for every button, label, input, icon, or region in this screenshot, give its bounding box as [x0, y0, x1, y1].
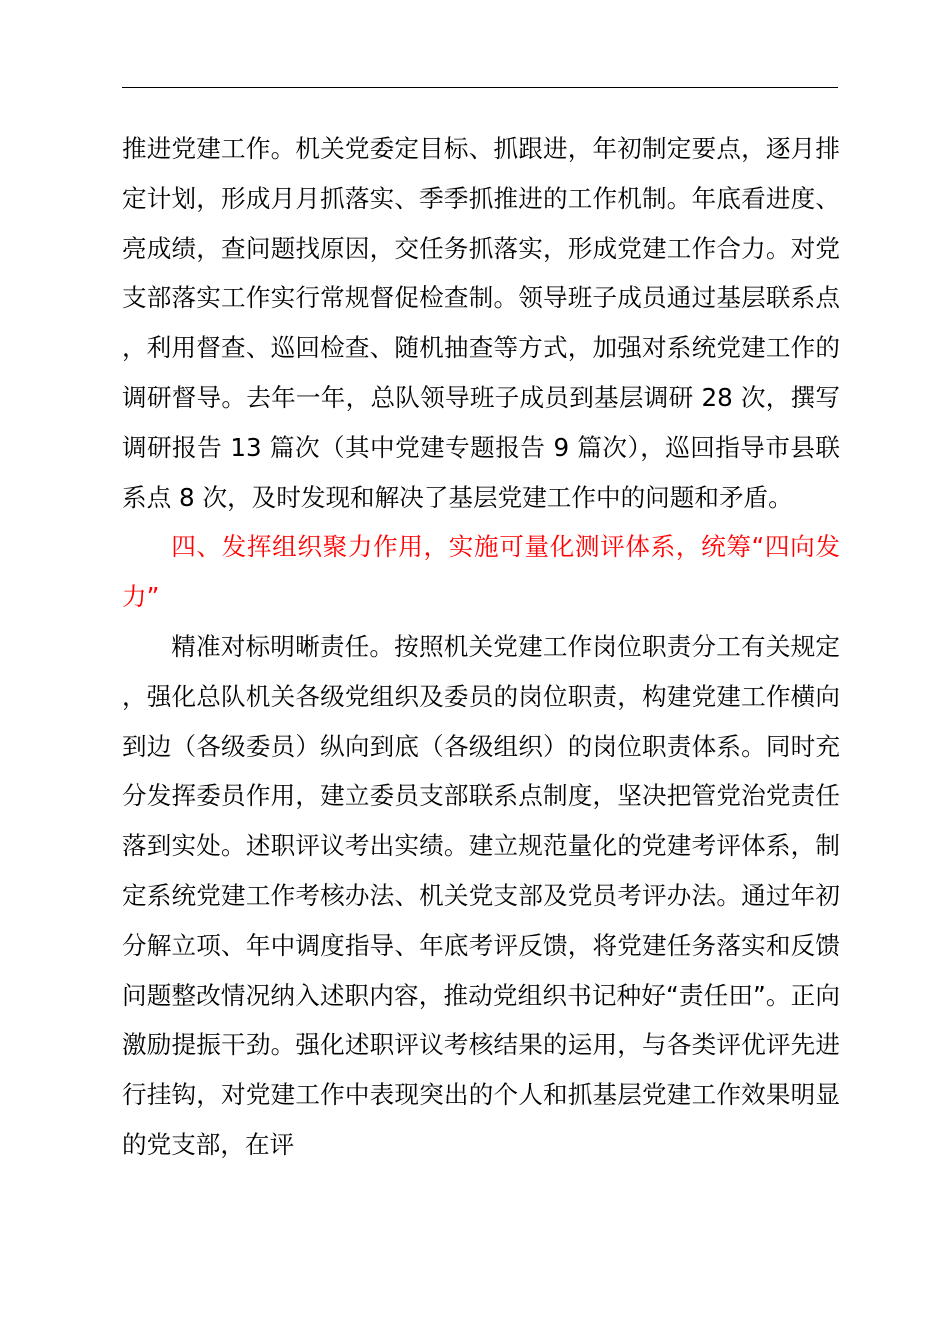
section-heading-four: 四、发挥组织聚力作用，实施可量化测评体系，统筹“四向发力”	[122, 532, 840, 612]
header-rule	[122, 87, 838, 88]
paragraph-responsibility-system: 精准对标明晰责任。按照机关党建工作岗位职责分工有关规定，强化总队机关各级党组织及委员的岗位职责，构建党建工作横向到边（各级委员）纵向到底（各级组织）的岗位职责体系。同时充分发挥委员作用，建立委员支部联系点制度，坚决把管党治党责任落到实处。述职评议考出实绩。建立规范量化的党建考评体系，制定系统党建工作考核办法、机关党支部及党员考评办法。通过年初分解立项、年中调度指导、年底考评反馈，将党建任务落实和反馈问题整改情况纳入述职内容，推动党组织书记种好“责任田”。正向激励提振干劲。强化述职评议考核结果的运用，与各类评优评先进行挂钩，对党建工作中表现突出的个人和抓基层党建工作效果明显的党支部，在评	[122, 631, 840, 1159]
document-body	[122, 124, 840, 1170]
paragraph-party-building-progress: 推进党建工作。机关党委定目标、抓跟进，年初制定要点，逐月排定计划，形成月月抓落实、季季抓推进的工作机制。年底看进度、亮成绩，查问题找原因，交任务抓落实，形成党建工作合力。对党支部落实工作实行常规督促检查制。领导班子成员通过基层联系点，利用督查、巡回检查、随机抽查等方式，加强对系统党建工作的调研督导。去年一年，总队领导班子成员到基层调研 28 次，撰写调研报告 13 篇次（其中党建专题报告 9 篇次），巡回指导市县联系点 8 次，及时发现和解决了基层党建工作中的问题和矛盾。	[122, 134, 840, 512]
